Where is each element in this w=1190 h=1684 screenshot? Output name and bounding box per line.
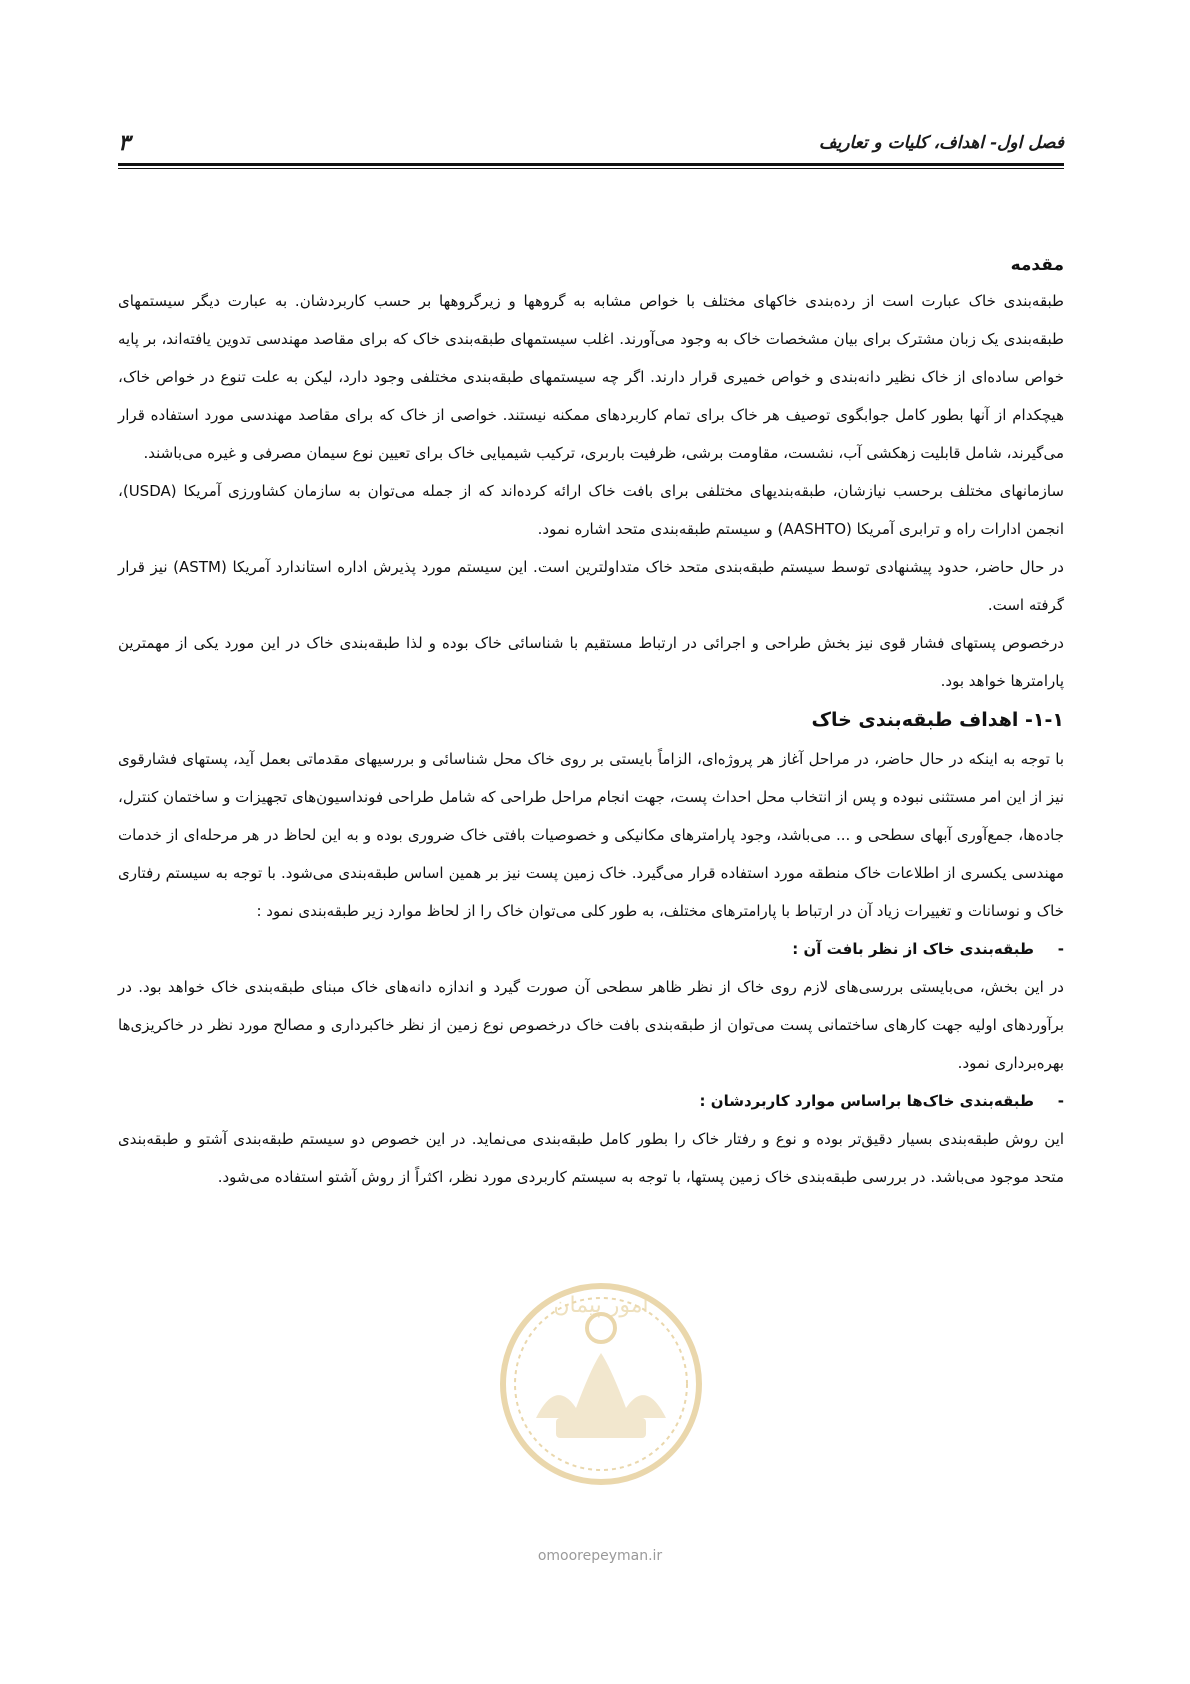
- chapter-title: فصل اول- اهداف، کلیات و تعاریف: [818, 133, 1064, 153]
- watermark-url: omoorepeyman.ir: [537, 1548, 663, 1564]
- bullet-title: طبقه‌بندی خاک‌ها براساس موارد کاربردشان :: [699, 1092, 1034, 1110]
- bullet-paragraph: این روش طبقه‌بندی بسیار دقیق‌تر بوده و نوع و رفتار خاک را بطور کامل طبقه‌بندی می‌نماید. در این خصوص دو سیستم طبقه‌بندی آشتو و طبقه‌بندی متحد موجود می‌باشد. در بررسی طبقه‌بندی خاک زمین پستها، با توجه به سیستم کاربردی مورد نظر، اکثراً از روش آشتو استفاده می‌شود.: [118, 1130, 1064, 1186]
- intro-paragraph: سازمانهای مختلف برحسب نیازشان، طبقه‌بندیهای مختلفی برای بافت خاک ارائه کرده‌اند که از جمله می‌توان به سازمان کشاورزی آمریکا (USDA)، انجمن ادارات راه و ترابری آمریکا (AASHTO) و سیستم طبقه‌بندی متحد اشاره نمود.: [118, 482, 1064, 538]
- intro-paragraph: طبقه‌بندی خاک عبارت است از رده‌بندی خاکهای مختلف با خواص مشابه به گروهها و زیرگروهها بر حسب کاربردشان. به عبارت دیگر سیستمهای طبقه‌بندی یک زبان مشترک برای بیان مشخصات خاک به وجود می‌آورند. اغلب سیستمهای طبقه‌بندی خاک که برای مقاصد مهندسی تدوین یافته‌اند، بر پایه خواص ساده‌ای از خاک نظیر دانه‌بندی و خواص خمیری قرار دارند. اگر چه سیستمهای طبقه‌بندی مختلفی وجود دارد، لیکن به علت تنوع در خواص خاک، هیچکدام از آنها بطور کامل جوابگوی توصیف هر خاک برای تمام کاربردهای ممکنه نیستند. خواصی از خاک که برای مقاصد مهندسی مورد استفاده قرار می‌گیرند، شامل قابلیت زهکشی آب، نشست، مقاومت برشی، ظرفیت باربری، ترکیب شیمیایی خاک برای تعیین نوع سیمان مصرفی و غیره می‌باشند.: [118, 292, 1064, 462]
- bullet-heading: [118, 930, 1064, 968]
- section-heading: ۱-۱- اهداف طبقه‌بندی خاک: [811, 709, 1064, 731]
- page-number: ۳: [118, 130, 130, 156]
- watermark-brand: امور پیمان: [553, 1293, 649, 1318]
- bullet-title: طبقه‌بندی خاک از نظر بافت آن :: [792, 940, 1034, 958]
- body-text: [118, 248, 1064, 1196]
- running-header: [118, 128, 1064, 158]
- watermark-seal-logo: [496, 1268, 706, 1500]
- bullet-heading: [118, 1082, 1064, 1120]
- header-rule-thick: [118, 163, 1064, 166]
- header-rule-thin: [118, 168, 1064, 169]
- bullet-dash: -: [1057, 940, 1064, 958]
- intro-paragraph: در حال حاضر، حدود پیشنهادی توسط سیستم طبقه‌بندی متحد خاک متداولترین است. این سیستم مورد پذیرش اداره استاندارد آمریکا (ASTM) نیز قرار گرفته است.: [118, 558, 1064, 614]
- intro-paragraph: درخصوص پستهای فشار قوی نیز بخش طراحی و اجرائی در ارتباط مستقیم با شناسائی خاک بوده و لذا طبقه‌بندی خاک در این مورد یکی از مهمترین پارامترها خواهد بود.: [118, 634, 1064, 690]
- bullet-dash: -: [1057, 1092, 1064, 1110]
- section-paragraph: با توجه به اینکه در حال حاضر، در مراحل آغاز هر پروژه‌ای، الزاماً بایستی بر روی خاک محل شناسائی و بررسیهای مقدماتی بعمل آید، پستهای فشارقوی نیز از این امر مستثنی نبوده و پس از انتخاب محل احداث پست، جهت انجام مراحل طراحی که شامل طراحی فونداسیون‌های تجهیزات و ساختمان کنترل، جاده‌ها، جمع‌آوری آبهای سطحی و ... می‌باشد، وجود پارامترهای مکانیکی و خصوصیات بافتی خاک ضروری بوده و به این لحاظ در هر مرحله‌ای از خدمات مهندسی یکسری از اطلاعات خاک منطقه مورد استفاده قرار می‌گیرد. خاک زمین پست نیز بر همین اساس طبقه‌بندی می‌شود. با توجه به سیستم رفتاری خاک و نوسانات و تغییرات زیاد آن در ارتباط با پارامترهای مختلف، به طور کلی می‌توان خاک را از لحاظ موارد زیر طبقه‌بندی نمود :: [118, 750, 1064, 920]
- bullet-paragraph: در این بخش، می‌بایستی بررسی‌های لازم روی خاک از نظر ظاهر سطحی آن صورت گیرد و اندازه دانه‌های خاک مبنای طبقه‌بندی خاک خواهد بود. در برآوردهای اولیه جهت کارهای ساختمانی پست می‌توان از طبقه‌بندی بافت خاک درخصوص نوع زمین از نظر خاکبرداری و مصالح مورد نظر در خاکریزی‌ها بهره‌برداری نمود.: [118, 978, 1064, 1072]
- intro-heading: مقدمه: [1010, 255, 1064, 275]
